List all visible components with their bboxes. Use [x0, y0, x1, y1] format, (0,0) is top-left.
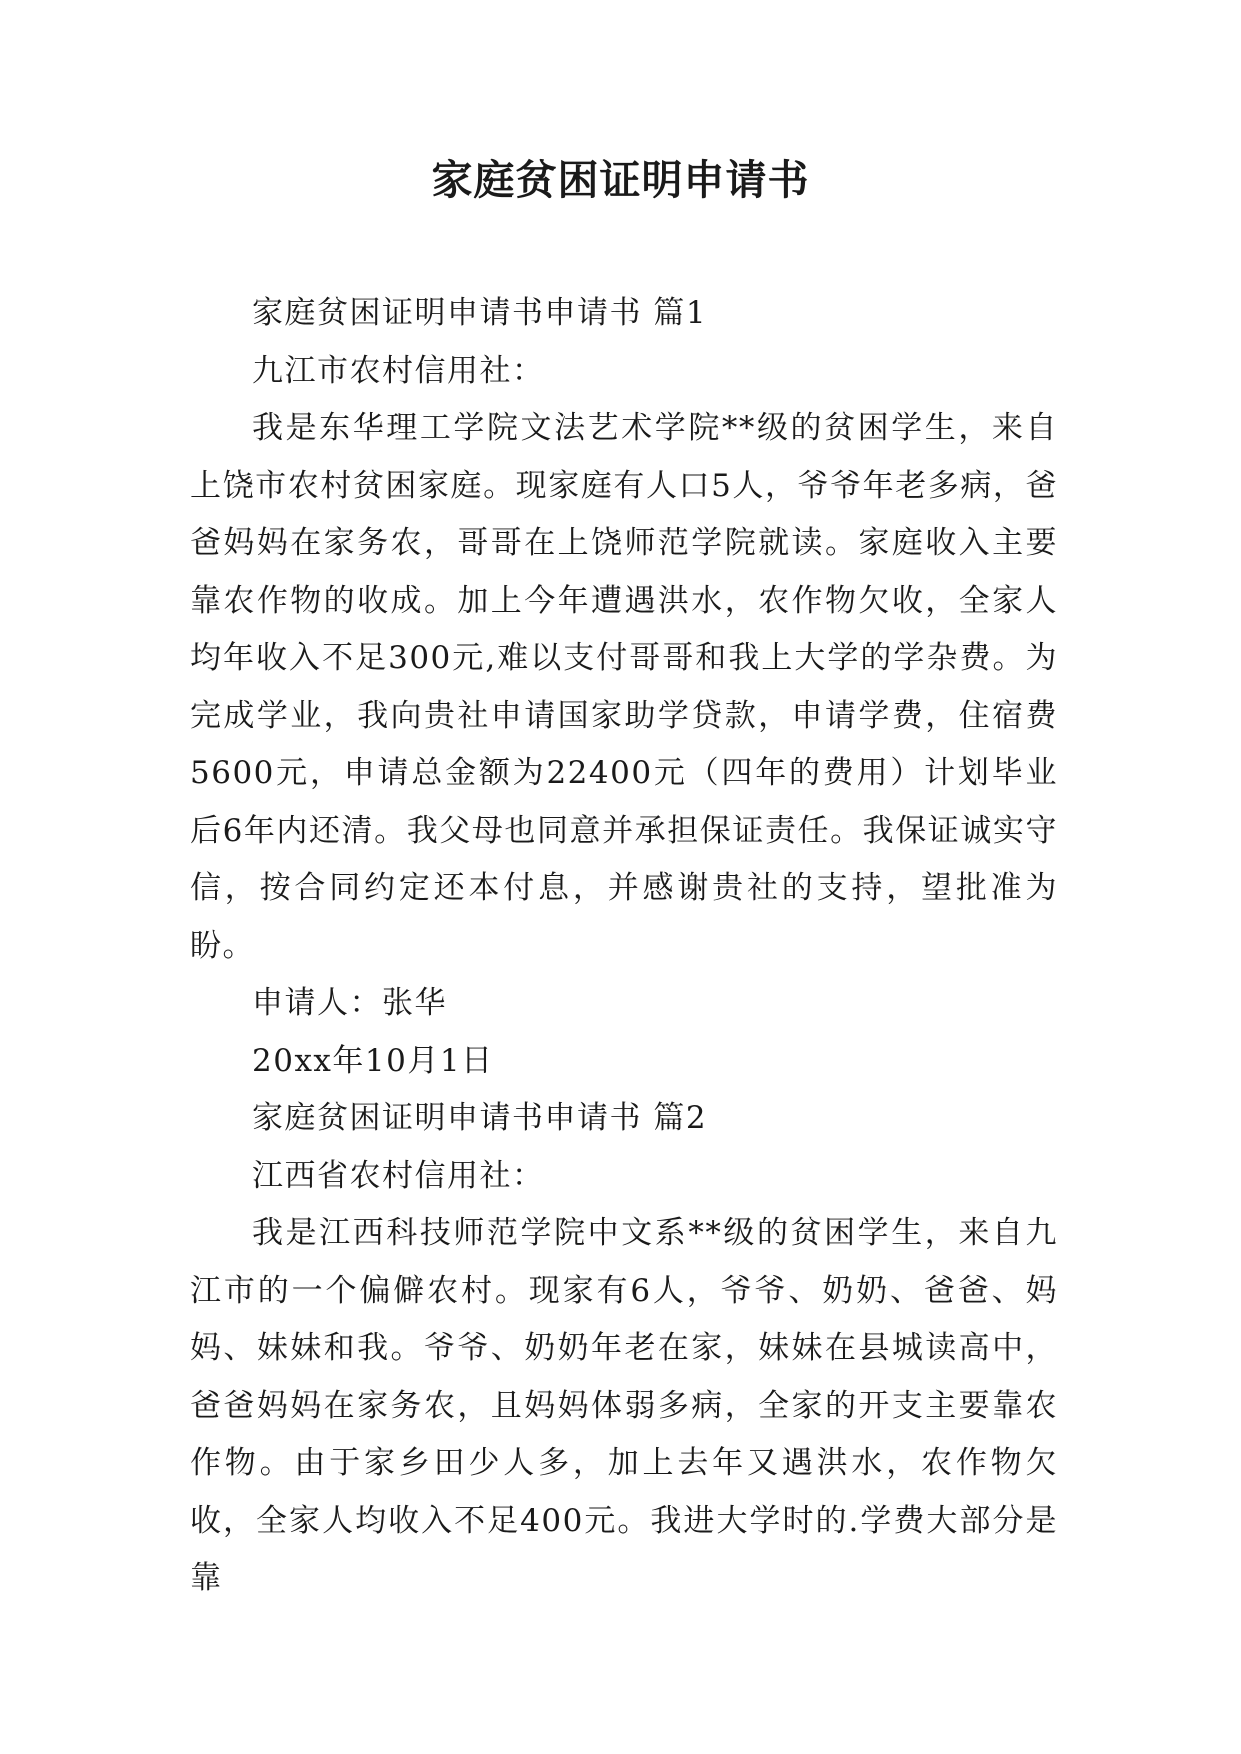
applicant-signature: 申请人：张华 [252, 985, 447, 1021]
date-line: 20xx年10月1日 [252, 1042, 494, 1079]
salutation-2: 江西省农村信用社： [252, 1157, 545, 1194]
body-paragraph-1: 我是东华理工学院文法艺术学院**级的贫困学生，来自上饶市农村贫困家庭。现家庭有人口5人，爷爷年老多病，爸爸妈妈在家务农，哥哥在上饶师范学院就读。家庭收入主要靠农作物的收成。加上今年遭遇洪水，农作物欠收，全家人均年收入不足300元,难以支付哥哥和我上大学的学杂费。为完成学业，我向贵社申请国家助学贷款，申请学费，住宿费5600元，申请总金额为22400元（四年的费用）计划毕业后6年内还清。我父母也同意并承担保证责任。我保证诚实守信，按合同约定还本付息，并感谢贵社的支持，望批准为盼。 [190, 410, 1058, 964]
body-paragraph-2: 我是江西科技师范学院中文系**级的贫困学生，来自九江市的一个偏僻农村。现家有6人，爷爷、奶奶、爸爸、妈妈、妹妹和我。爷爷、奶奶年老在家，妹妹在县城读高中，爸爸妈妈在家务农，且妈妈体弱多病，全家的开支主要靠农作物。由于家乡田少人多，加上去年又遇洪水，农作物欠收，全家人均收入不足400元。我进大学时的.学费大部分是靠 [190, 1215, 1058, 1596]
document-title: 家庭贫困证明申请书 [431, 156, 810, 204]
salutation-1: 九江市农村信用社： [252, 352, 545, 389]
section-heading-2: 家庭贫困证明申请书申请书 篇2 [252, 1100, 708, 1136]
document-body [190, 285, 1058, 1608]
section-heading-1: 家庭贫困证明申请书申请书 篇1 [252, 295, 708, 331]
